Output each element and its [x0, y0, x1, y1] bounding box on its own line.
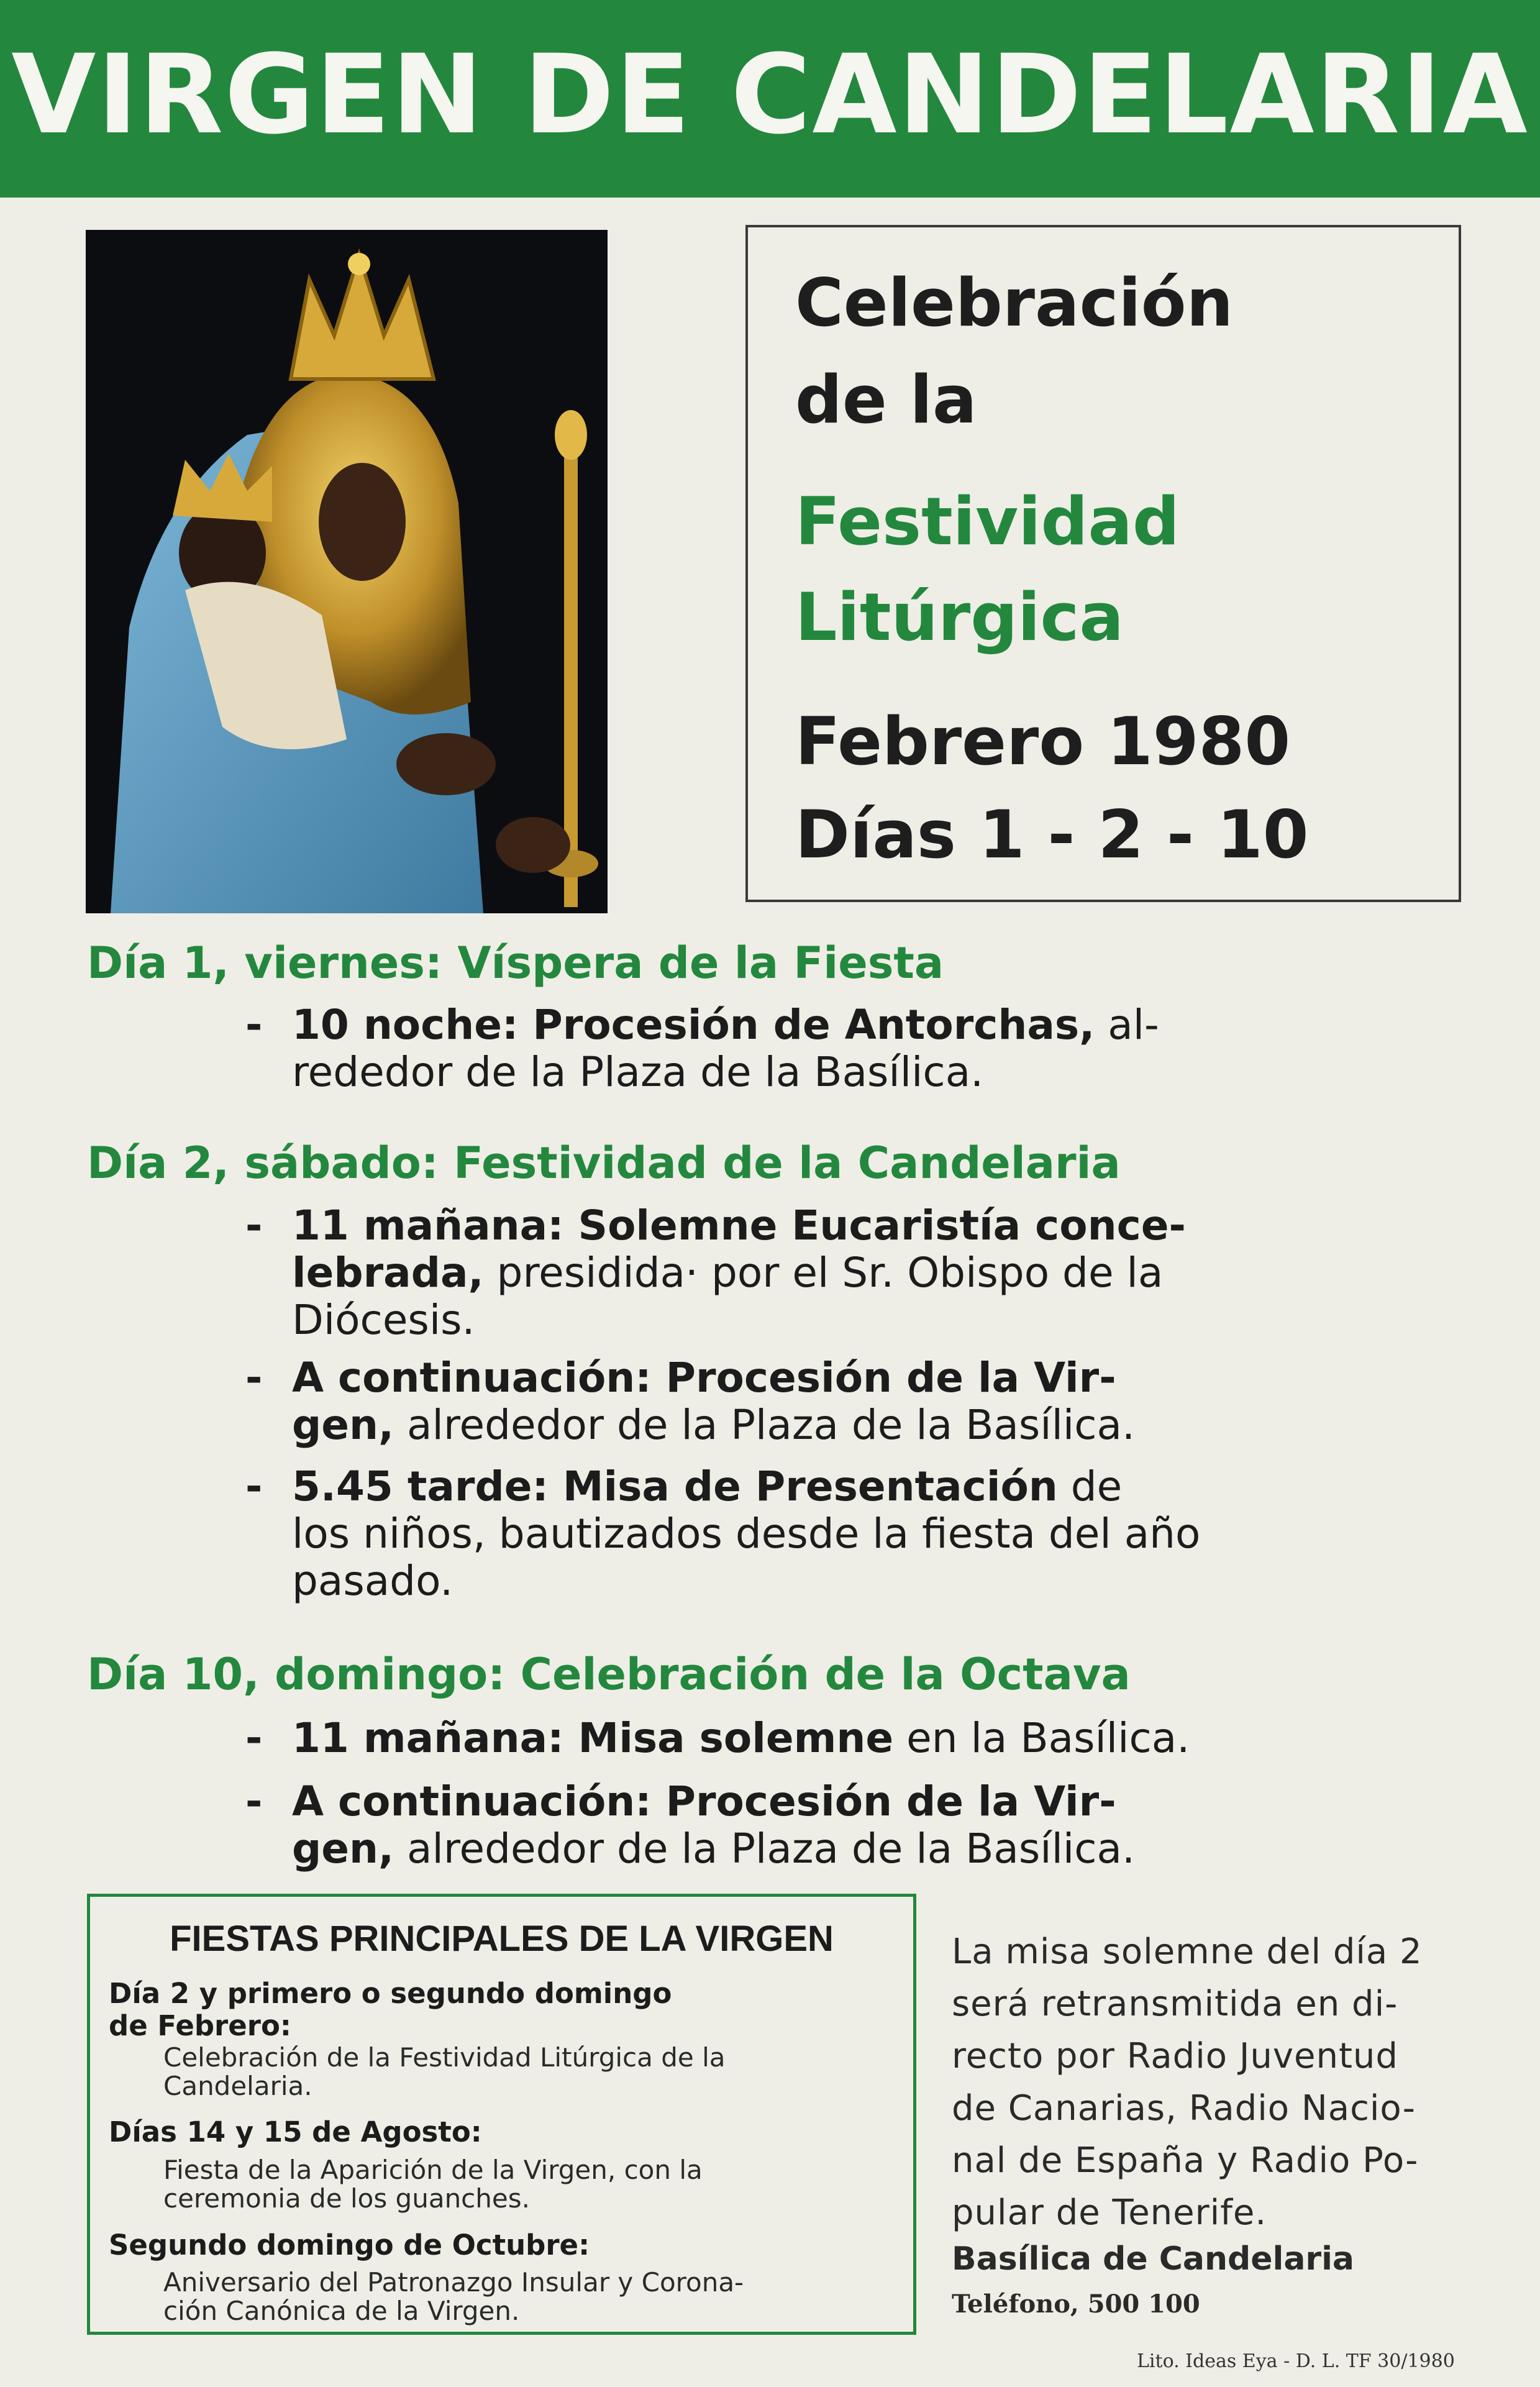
- event-dash: -: [245, 1778, 263, 1825]
- day2-event-2: [245, 1354, 1472, 1449]
- info-line-de-la: de la: [795, 362, 977, 438]
- poster-title: VIRGEN DE CANDELARIA: [11, 31, 1529, 158]
- day1-event-1: [245, 1001, 1472, 1096]
- day2-heading: Día 2, sábado: Festividad de la Candelaria: [87, 1138, 1121, 1189]
- broadcast-line: nal de España y Radio Po-: [952, 2140, 1419, 2181]
- broadcast-line: pular de Tenerife.: [952, 2193, 1267, 2233]
- event-bold-text: 11 mañana: Misa solemne: [292, 1714, 894, 1762]
- info-line-celebracion: Celebración: [795, 265, 1234, 341]
- info-line-days: Días 1 - 2 - 10: [795, 796, 1309, 873]
- event-bold-text: lebrada,: [292, 1249, 484, 1297]
- fiesta-heading-line: Segundo domingo de Octubre:: [109, 2229, 590, 2261]
- fiesta-1-heading: [109, 1978, 885, 2042]
- event-dash: -: [245, 1463, 263, 1510]
- broadcast-line: La misa solemne del día 2: [952, 1932, 1423, 1972]
- celebration-info-box: [745, 225, 1461, 902]
- event-text: presidida· por el Sr. Obispo de la: [483, 1249, 1164, 1297]
- event-text: alrededor de la Plaza de la Basílica.: [394, 1825, 1135, 1873]
- fiesta-2-text: [163, 2156, 896, 2213]
- fiesta-1-text: [163, 2043, 896, 2101]
- fiesta-text-line: ceremonia de los guanches.: [163, 2183, 530, 2214]
- basilica-name: Basílica de Candelaria: [952, 2240, 1354, 2278]
- info-line-liturgica: Litúrgica: [795, 579, 1124, 655]
- fiestas-title: FIESTAS PRINCIPALES DE LA VIRGEN: [170, 1919, 834, 1959]
- fiesta-text-line: Aniversario del Patronazgo Insular y Corona-: [163, 2267, 744, 2298]
- fiesta-3-text: [163, 2268, 896, 2325]
- day2-event-1: [245, 1202, 1472, 1344]
- event-text: en la Basílica.: [893, 1714, 1190, 1762]
- event-text: de: [1057, 1463, 1123, 1510]
- fiesta-2-heading: [109, 2116, 885, 2148]
- fiesta-text-line: Candelaria.: [163, 2071, 312, 2101]
- day1-heading: Día 1, viernes: Víspera de la Fiesta: [87, 938, 944, 988]
- info-line-festividad: Festividad: [795, 483, 1180, 560]
- event-dash: -: [245, 1714, 263, 1762]
- fiesta-heading-line: de Febrero:: [109, 2009, 291, 2042]
- day10-event-1: [245, 1714, 1472, 1762]
- broadcast-line: recto por Radio Juventud: [952, 2036, 1398, 2076]
- fiesta-3-heading: [109, 2229, 885, 2261]
- broadcast-line: de Canarias, Radio Nacio-: [952, 2088, 1416, 2129]
- event-dash: -: [245, 1001, 263, 1049]
- event-text: al-: [1095, 1001, 1159, 1049]
- day2-event-3: [245, 1463, 1472, 1605]
- fiesta-heading-line: Días 14 y 15 de Agosto:: [109, 2115, 482, 2148]
- fiestas-principales-box: [87, 1894, 916, 2335]
- day10-event-2: [245, 1778, 1472, 1873]
- virgin-statue-image: [86, 230, 608, 913]
- event-dash: -: [245, 1354, 263, 1402]
- event-bold-text: 10 noche: Procesión de Antorchas,: [292, 1001, 1095, 1049]
- event-bold-text: gen,: [292, 1825, 394, 1873]
- event-bold-text: A continuación: Procesión de la Vir-: [292, 1354, 1116, 1402]
- telephone: Teléfono, 500 100: [952, 2289, 1200, 2319]
- event-text: rededor de la Plaza de la Basílica.: [292, 1048, 984, 1096]
- fiesta-heading-line: Día 2 y primero o segundo domingo: [109, 1977, 672, 2010]
- event-bold-text: 5.45 tarde: Misa de Presentación: [292, 1463, 1058, 1510]
- event-text: pasado.: [292, 1557, 453, 1605]
- event-text: Diócesis.: [292, 1296, 475, 1344]
- event-bold-text: 11 mañana: Solemne Eucaristía conce-: [292, 1202, 1186, 1249]
- event-dash: -: [245, 1202, 263, 1249]
- broadcast-line: será retransmitida en di-: [952, 1984, 1398, 2024]
- title-banner: [0, 0, 1540, 198]
- event-text: los niños, bautizados desde la fiesta del año: [292, 1510, 1201, 1558]
- event-bold-text: A continuación: Procesión de la Vir-: [292, 1778, 1116, 1825]
- printer-credit: Lito. Ideas Eya - D. L. TF 30/1980: [1137, 2350, 1455, 2372]
- fiesta-text-line: ción Canónica de la Virgen.: [163, 2296, 520, 2326]
- info-line-date: Febrero 1980: [795, 703, 1291, 780]
- day10-heading: Día 10, domingo: Celebración de la Octava: [87, 1649, 1131, 1700]
- fiesta-text-line: Celebración de la Festividad Litúrgica de la: [163, 2042, 726, 2073]
- fiesta-text-line: Fiesta de la Aparición de la Virgen, con la: [163, 2155, 703, 2185]
- event-text: alrededor de la Plaza de la Basílica.: [394, 1401, 1135, 1449]
- event-bold-text: gen,: [292, 1401, 394, 1449]
- broadcast-note: [952, 1926, 1474, 2239]
